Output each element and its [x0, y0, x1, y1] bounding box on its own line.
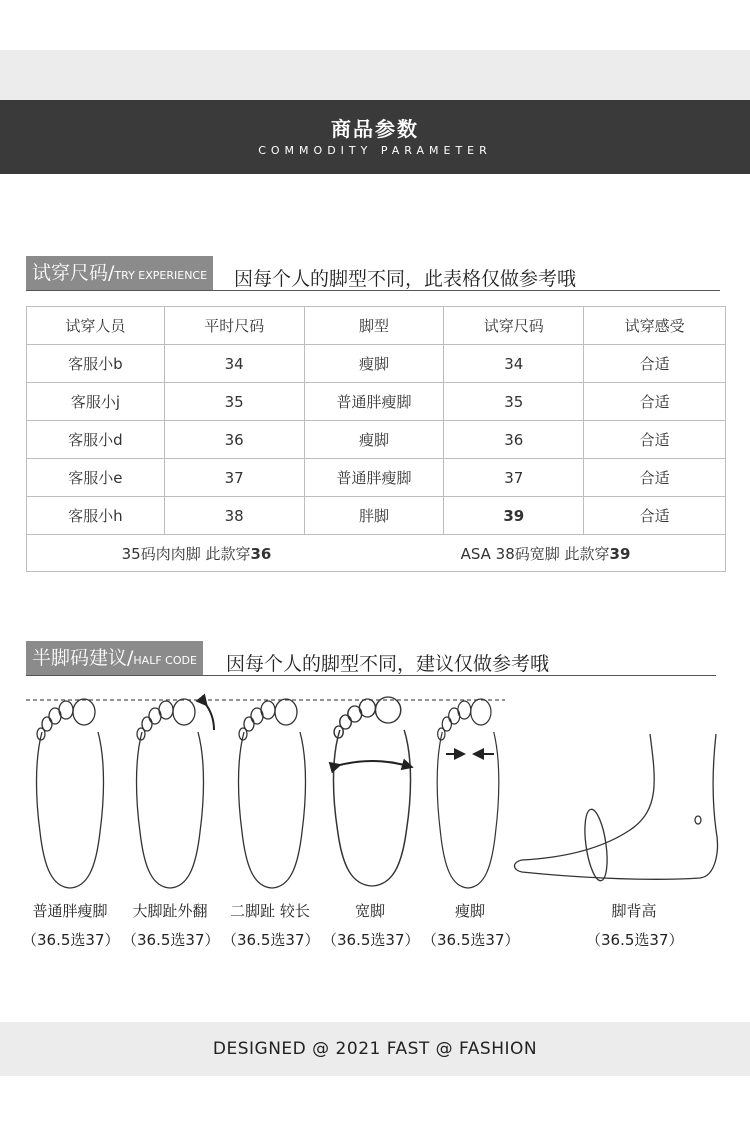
table-cell: 合适 [584, 497, 726, 535]
table-header: 试穿人员 [27, 307, 165, 345]
table-cell: 39 [444, 497, 584, 535]
table-cell: 合适 [584, 421, 726, 459]
section-tag-en: HALF CODE [133, 654, 197, 667]
page-header [0, 100, 750, 174]
table-cell: 35 [444, 383, 584, 421]
table-cell: 客服小h [27, 497, 165, 535]
note-left [122, 543, 272, 564]
table-row [27, 497, 726, 535]
table-cell: 客服小b [27, 345, 165, 383]
foot-caption [22, 900, 118, 950]
foot-wide-icon [333, 697, 410, 886]
foot-caption-advice: （36.5选37） [586, 931, 684, 949]
page-footer: DESIGNED @ 2021 FAST @ FASHION [0, 1022, 750, 1076]
foot-caption-advice: （36.5选37） [422, 931, 520, 949]
table-row [27, 345, 726, 383]
foot-caption-name: 二脚趾 较长 [230, 902, 310, 920]
section-rule [26, 675, 716, 676]
section-tag [26, 641, 203, 675]
table-cell: 合适 [584, 345, 726, 383]
foot-caption [122, 900, 218, 950]
table-header: 平时尺码 [164, 307, 304, 345]
table-row [27, 421, 726, 459]
table-cell: 34 [164, 345, 304, 383]
table-cell: 瘦脚 [304, 345, 444, 383]
foot-bunion-icon [137, 699, 204, 888]
foot-caption-name: 脚背高 [611, 902, 657, 920]
table-row [27, 459, 726, 497]
half-code-title [26, 641, 716, 675]
table-header: 试穿感受 [584, 307, 726, 345]
section-description: 因每个人的脚型不同，此表格仅做参考哦 [234, 268, 577, 290]
foot-caption [322, 900, 418, 950]
table-cell: 普通胖瘦脚 [304, 383, 444, 421]
table-cell: 胖脚 [304, 497, 444, 535]
note-right-text: ASA 38码宽脚 此款穿 [460, 544, 610, 563]
section-tag-cn: 半脚码建议/ [32, 647, 134, 669]
foot-caption-name: 瘦脚 [454, 902, 485, 920]
header-subtitle: COMMODITY PARAMETER [258, 144, 492, 157]
table-cell: 客服小e [27, 459, 165, 497]
section-rule [26, 290, 720, 291]
foot-caption [422, 900, 518, 950]
section-tag-en: TRY EXPERIENCE [114, 269, 208, 282]
note-right [461, 543, 631, 564]
table-header-row [27, 307, 726, 345]
foot-caption-name: 宽脚 [354, 902, 385, 920]
table-cell: 38 [164, 497, 304, 535]
table-cell: 36 [164, 421, 304, 459]
section-tag [26, 256, 213, 290]
foot-normal-icon [37, 699, 104, 888]
section-tag-cn: 试穿尺码/ [32, 262, 115, 284]
table-cell: 客服小d [27, 421, 165, 459]
wide-arrow-icon [336, 761, 408, 766]
foot-caption [222, 900, 318, 950]
table-row [27, 383, 726, 421]
foot-caption-advice: （36.5选37） [122, 931, 220, 949]
fit-table [26, 306, 726, 572]
foot-caption-advice: （36.5选37） [222, 931, 320, 949]
bunion-arrow-icon [204, 702, 214, 730]
table-header: 试穿尺码 [444, 307, 584, 345]
table-cell: 34 [444, 345, 584, 383]
table-cell: 35 [164, 383, 304, 421]
header-title: 商品参数 [331, 117, 419, 141]
foot-caption [586, 900, 682, 950]
note-right-size: 39 [609, 544, 631, 563]
foot-illustrations [0, 690, 750, 900]
foot-narrow-icon [437, 699, 499, 888]
table-cell: 36 [444, 421, 584, 459]
table-cell: 瘦脚 [304, 421, 444, 459]
note-left-size: 36 [250, 544, 272, 563]
top-band [0, 50, 750, 100]
table-note-cell [27, 535, 726, 572]
foot-caption-name: 大脚趾外翻 [132, 902, 208, 920]
table-cell: 客服小j [27, 383, 165, 421]
table-cell: 合适 [584, 383, 726, 421]
foot-caption-advice: （36.5选37） [22, 931, 120, 949]
foot-high-instep-icon [515, 734, 718, 882]
table-cell: 普通胖瘦脚 [304, 459, 444, 497]
foot-caption-name: 普通胖瘦脚 [32, 902, 108, 920]
table-note-row [27, 535, 726, 572]
table-cell: 37 [164, 459, 304, 497]
table-cell: 合适 [584, 459, 726, 497]
table-cell: 37 [444, 459, 584, 497]
note-left-text: 35码肉肉脚 此款穿 [121, 544, 251, 563]
try-experience-title [26, 256, 720, 290]
table-header: 脚型 [304, 307, 444, 345]
foot-long-second-toe-icon [239, 699, 306, 888]
section-description: 因每个人的脚型不同，建议仅做参考哦 [226, 653, 550, 675]
foot-caption-advice: （36.5选37） [322, 931, 420, 949]
